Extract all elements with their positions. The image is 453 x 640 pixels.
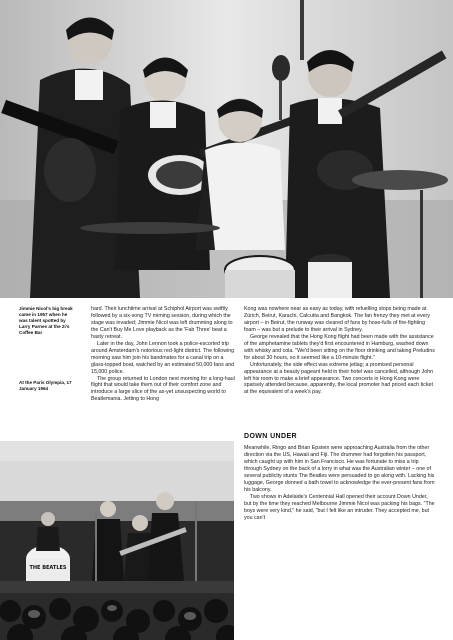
photo-caption-bottom: At the Paris Olympia, 17 January 1964 <box>19 380 72 391</box>
article-column-3 <box>244 445 436 521</box>
paragraph: George revealed that the Hong Kong flight had been made with the assistance of the amphetamine tablets they'd first encountered in Hamburg, washed down with whisky and cola. "We'd been sitting on the floor drinking and taking Preludins for about 30 hours, so it seemed like a 10-minute flight." <box>244 333 435 361</box>
rehearsal-photo <box>0 0 453 298</box>
paragraph: hard. Their lunchtime arrival at Schiphol Airport was swiftly followed by a six-song TV miming session, during which the stage was invaded; Jimmie Nicol was left drumming along to the Can't Buy Me Love playback as the 'Fab Three' beat a hasty retreat. <box>91 306 233 340</box>
paragraph: Meanwhile, Ringo and Brian Epstein were approaching Australia from the other direction via the US, Hawaii and Fiji. The drummer had forgotten his passport, which caught up with him in San Francisco. He was fortunate to miss a trip through Sydney on the back of a lorry in what was the Australian winter – one of several publicity stunts The Beatles were persuaded to go along with. Lacking his luggage, George donned a bath towel to acknowledge the ever-present fans from his balcony. <box>244 445 435 493</box>
paragraph: The group returned to London next morning for a long-haul flight that would take them out of their comfort zone and introduce a large slice of the as-yet unsuspecting world to Beatlemania. Jetting to Hong <box>91 375 235 403</box>
paragraph: Kong was nowhere near as easy as today, with refuelling stops being made at Zürich, Beirut, Karachi, Calcutta and Bangkok. The fan frenzy they met at every airport – in Beirut, the runway was cleared of fans by hose-fulls of fire-fighting foam – was but a prelude to their arrival in Sydney. <box>244 306 430 333</box>
rehearsal-photo-graphic <box>0 0 453 298</box>
paragraph: Two shows in Adelaide's Centennial Hall opened their account Down Under, but by the time they reached Melbourne Jimmie Nicol was packing his bags. "The boys were very kind," he said, "but I felt like an intruder. They accepted me, but you can't <box>244 493 435 521</box>
paragraph: Later in the day, John Lennon took a police-escorted trip around Amsterdam's notorious red-light district. The following morning saw him join his bandmates for a canal trip on a glass-topped boat, watched by an estimated 50,000 fans and 15,000 police. <box>91 340 235 375</box>
concert-photo <box>0 441 234 640</box>
paragraph: Unfortunately, the side effect was extreme jetlag; a promised personal appearance at a beauty pageant held in their hotel was cancelled, although John left his room to make a brief appearance. Two concerts in Hong Kong were sparsely attended because, apparently, the local promoter had priced each ticket at the equivalent of a week's pay. <box>244 361 434 396</box>
section-subheading: DOWN UNDER <box>244 433 297 440</box>
drum-logo: THE BEATLES <box>29 565 67 571</box>
article-column-2 <box>244 306 436 396</box>
concert-photo-graphic <box>0 441 234 640</box>
article-column-1 <box>91 306 235 403</box>
photo-caption-top: Jimmie Nicol's big break came in 1957 when he was talent spotted by Larry Parnes at the 2i's Coffee Bar <box>19 306 73 335</box>
